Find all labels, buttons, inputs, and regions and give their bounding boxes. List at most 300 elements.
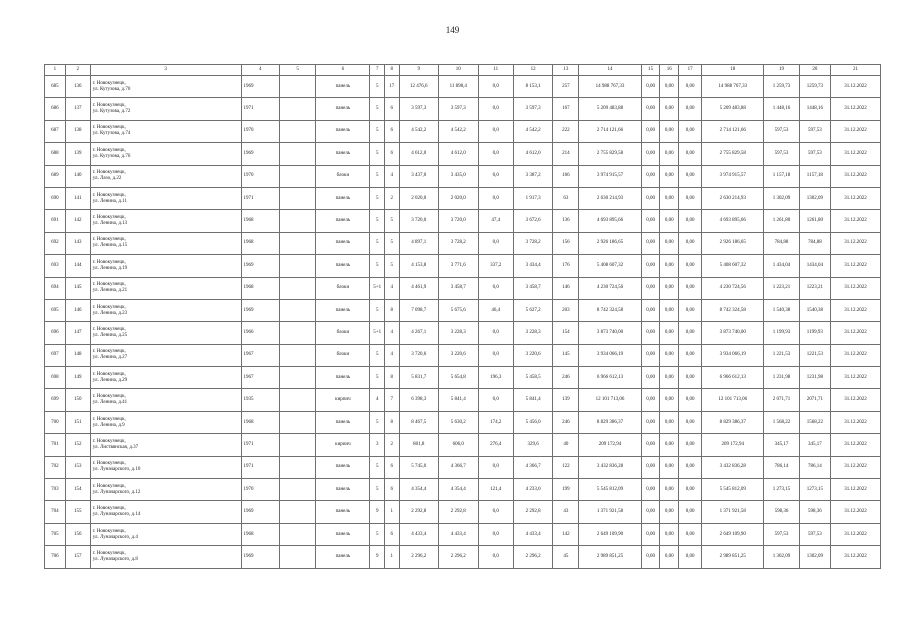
cell-a1: 4 612,0 [399,143,439,165]
cell-a4: 3 597,3 [513,98,553,120]
cell-m: 137 [65,98,90,120]
cell-mat: панель [316,299,370,321]
cell-a1: 801,8 [399,434,439,456]
cell-z1: 0,00 [641,210,660,232]
column-header: 5 [279,65,315,76]
cell-s2: 1223,21 [799,277,830,299]
address-cell [90,165,241,187]
cell-e: 5 [384,210,399,232]
cell-mat: панель [316,76,370,98]
cell-p: 246 [553,367,579,389]
cell-n: 693 [45,255,66,277]
cell-date: 31.12.2022 [830,456,880,478]
cell-a3: 0,0 [478,389,513,411]
cell-mat: панель [316,187,370,209]
cell-e: 2 [384,434,399,456]
cell-f: 4 [370,389,385,411]
cell-z2: 0,00 [660,98,679,120]
cell-e: 2 [384,187,399,209]
cell-total: 6 966 612,13 [702,367,764,389]
cell-e: 8 [384,411,399,433]
cell-a1: 3 437,0 [399,165,439,187]
column-header: 3 [90,65,241,76]
cell-total: 2 714 121,66 [702,120,764,142]
cell-z1: 0,00 [641,501,660,523]
cell-a3: 0,0 [478,143,513,165]
address-street: ул. Ленина, д.25 [92,332,128,338]
column-header: 4 [241,65,279,76]
cell-s1: 597,53 [764,523,799,545]
cell-total: 12 101 713,06 [702,389,764,411]
cell-year: 1971 [241,98,279,120]
address-street: ул. Ленина, д.11 [92,198,127,204]
cell-date: 31.12.2022 [830,277,880,299]
cell-m: 157 [65,546,90,568]
cell-n: 698 [45,367,66,389]
cell-mat: панель [316,120,370,142]
page-number: 149 [445,25,460,35]
table-row [45,187,881,209]
column-header: 6 [316,65,370,76]
cell-z2: 0,00 [660,76,679,98]
cell-year: 1968 [241,277,279,299]
address-street: ул. Ленина, д.29 [92,377,128,383]
cell-total: 3 934 066,19 [702,344,764,366]
cell-a4: 3 220,6 [513,344,553,366]
address-cell [90,187,241,209]
cell-date: 31.12.2022 [830,367,880,389]
cell-mat: панель [316,210,370,232]
cell-a4: 5 456,0 [513,411,553,433]
cell-z1: 0,00 [641,434,660,456]
cell-cost: 4 693 895,66 [579,210,641,232]
cell-z3: 0,00 [679,255,702,277]
cell-cost: 209 172,94 [579,434,641,456]
cell-a4: 8 153,1 [513,76,553,98]
cell-a1: 2 292,8 [399,501,439,523]
cell-date: 31.12.2022 [830,187,880,209]
cell-year: 1969 [241,255,279,277]
cell-z3: 0,00 [679,479,702,501]
cell-total: 8 829 386,37 [702,411,764,433]
cell-s1: 597,53 [764,143,799,165]
cell-s2: 1302,09 [799,187,830,209]
cell-z1: 0,00 [641,120,660,142]
cell-date: 31.12.2022 [830,120,880,142]
cell-m: 147 [65,322,90,344]
column-header: 16 [660,65,679,76]
cell-s1: 1 261,80 [764,210,799,232]
cell-s2: 598,36 [799,501,830,523]
cell-s1: 1 540,38 [764,299,799,321]
cell-s1: 1 231,98 [764,367,799,389]
address-city: г. Новокузнецк, [92,282,126,288]
cell-n: 703 [45,479,66,501]
address-cell [90,76,241,98]
table-row [45,367,881,389]
cell-z1: 0,00 [641,322,660,344]
cell-f: 5 [370,210,385,232]
cell-z3: 0,00 [679,120,702,142]
cell-a4: 3 387,2 [513,165,553,187]
table-row [45,344,881,366]
cell-s2: 1273,15 [799,479,830,501]
address-cell [90,389,241,411]
cell-year: 1968 [241,232,279,254]
cell-z3: 0,00 [679,389,702,411]
cell-cost: 12 101 713,06 [579,389,641,411]
address-city: г. Новокузнецк, [92,394,126,400]
cell-year: 1969 [241,501,279,523]
address-cell [90,546,241,568]
cell-p: 167 [553,98,579,120]
cell-z2: 0,00 [660,120,679,142]
address-cell [90,120,241,142]
cell-n: 702 [45,456,66,478]
cell-a2: 3 228,3 [439,322,479,344]
cell-a3: 0,0 [478,501,513,523]
cell-s2: 1540,38 [799,299,830,321]
cell-a3: 46,4 [478,299,513,321]
address-street: ул. Ленина, д.23 [92,310,128,316]
cell-f: 5 [370,299,385,321]
cell-a2: 3 771,6 [439,255,479,277]
cell-a3: 0,0 [478,322,513,344]
cell-e: 8 [384,299,399,321]
cell-cost: 3 873 740,00 [579,322,641,344]
cell-a4: 3 458,7 [513,277,553,299]
cell-mat: панель [316,501,370,523]
cell-s2: 597,53 [799,120,830,142]
address-street: ул. Кутузова, д.74 [92,131,131,137]
cell-s1: 1 259,73 [764,76,799,98]
cell-s1: 1 302,09 [764,187,799,209]
cell-mat: кирпич [316,434,370,456]
cell-year: 1970 [241,120,279,142]
cell-a4: 1 917,3 [513,187,553,209]
cell-s1: 1 448,16 [764,98,799,120]
cell-s2: 1231,98 [799,367,830,389]
cell-s1: 1 273,15 [764,479,799,501]
cell-f: 5 [370,232,385,254]
cell-z2: 0,00 [660,165,679,187]
cell-cost: 3 934 066,19 [579,344,641,366]
column-header: 7 [370,65,385,76]
address-cell [90,479,241,501]
address-street: ул. Ленина, д.9 [92,422,125,428]
cell-z3: 0,00 [679,187,702,209]
cell-p: 222 [553,120,579,142]
address-street: ул. Луначарского, д.8 [92,556,138,562]
cell-z1: 0,00 [641,389,660,411]
cell-z1: 0,00 [641,411,660,433]
cell-mat: блоки [316,165,370,187]
cell-year: 1971 [241,434,279,456]
cell-date: 31.12.2022 [830,411,880,433]
cell-mat: блоки [316,344,370,366]
cell-s1: 2 071,71 [764,389,799,411]
cell-e: 6 [384,143,399,165]
cell-a4: 5 841,4 [513,389,553,411]
cell-total: 5 209 483,88 [702,98,764,120]
cell-cost: 5 209 483,88 [579,98,641,120]
cell-s2: 784,88 [799,232,830,254]
cell-date: 31.12.2022 [830,389,880,411]
cell-mat: панель [316,232,370,254]
cell-a2: 2 296,2 [439,546,479,568]
cell-c5 [279,232,315,254]
table-row [45,322,881,344]
cell-a1: 4 433,4 [399,523,439,545]
cell-m: 149 [65,367,90,389]
cell-n: 695 [45,299,66,321]
cell-date: 31.12.2022 [830,232,880,254]
table-row [45,299,881,321]
address-cell [90,255,241,277]
cell-a2: 4 366,7 [439,456,479,478]
cell-a1: 4 267,1 [399,322,439,344]
cell-a1: 5 831,7 [399,367,439,389]
cell-year: 1971 [241,187,279,209]
cell-p: 146 [553,277,579,299]
cell-date: 31.12.2022 [830,299,880,321]
cell-p: 156 [553,232,579,254]
cell-z1: 0,00 [641,98,660,120]
column-header: 8 [384,65,399,76]
cell-s2: 1261,80 [799,210,830,232]
column-header: 2 [65,65,90,76]
cell-year: 1935 [241,389,279,411]
cell-a2: 3 720,0 [439,210,479,232]
cell-z2: 0,00 [660,501,679,523]
cell-n: 691 [45,210,66,232]
cell-z2: 0,00 [660,479,679,501]
cell-a4: 3 434,4 [513,255,553,277]
table-row [45,434,881,456]
cell-e: 5 [384,232,399,254]
cell-e: 1 [384,501,399,523]
cell-z3: 0,00 [679,456,702,478]
cell-mat: панель [316,411,370,433]
cell-a3: 174,2 [478,411,513,433]
cell-year: 1966 [241,322,279,344]
cell-total: 1 371 921,58 [702,501,764,523]
cell-cost: 2 649 109,90 [579,523,641,545]
table-row [45,255,881,277]
cell-s1: 1 157,18 [764,165,799,187]
cell-p: 176 [553,255,579,277]
cell-c5 [279,165,315,187]
cell-z3: 0,00 [679,367,702,389]
cell-z1: 0,00 [641,165,660,187]
cell-p: 214 [553,143,579,165]
cell-n: 690 [45,187,66,209]
cell-a4: 4 433,4 [513,523,553,545]
cell-year: 1970 [241,165,279,187]
cell-s2: 1448,16 [799,98,830,120]
cell-c5 [279,322,315,344]
column-header: 20 [799,65,830,76]
cell-s1: 598,36 [764,501,799,523]
cell-m: 151 [65,411,90,433]
cell-total: 209 172,94 [702,434,764,456]
cell-c5 [279,277,315,299]
cell-c5 [279,546,315,568]
cell-z2: 0,00 [660,367,679,389]
table-row [45,411,881,433]
column-header: 18 [702,65,764,76]
cell-a3: 0,0 [478,187,513,209]
cell-c5 [279,143,315,165]
address-city: г. Новокузнецк, [92,304,126,310]
address-city: г. Новокузнецк, [92,326,126,332]
cell-c5 [279,367,315,389]
cell-total: 3 873 740,00 [702,322,764,344]
cell-e: 6 [384,98,399,120]
cell-a2: 5 841,4 [439,389,479,411]
cell-p: 257 [553,76,579,98]
cell-s2: 1434,04 [799,255,830,277]
cell-a1: 4 897,1 [399,232,439,254]
cell-n: 689 [45,165,66,187]
column-header: 15 [641,65,660,76]
cell-cost: 3 974 915,57 [579,165,641,187]
cell-n: 696 [45,322,66,344]
cell-z3: 0,00 [679,411,702,433]
cell-f: 5 [370,411,385,433]
cell-a1: 7 098,7 [399,299,439,321]
cell-z3: 0,00 [679,501,702,523]
cell-total: 2 926 186,65 [702,232,764,254]
cell-cost: 6 966 612,13 [579,367,641,389]
cell-date: 31.12.2022 [830,322,880,344]
cell-a3: 121,4 [478,479,513,501]
cell-f: 5 [370,255,385,277]
cell-e: 8 [384,367,399,389]
cell-a1: 8 467,5 [399,411,439,433]
cell-cost: 2 755 829,58 [579,143,641,165]
cell-p: 154 [553,322,579,344]
table-row [45,546,881,568]
address-cell [90,501,241,523]
cell-year: 1969 [241,143,279,165]
address-city: г. Новокузнецк, [92,349,126,355]
cell-c5 [279,98,315,120]
column-header: 17 [679,65,702,76]
cell-n: 697 [45,344,66,366]
table-row [45,165,881,187]
cell-a2: 4 612,0 [439,143,479,165]
address-cell [90,277,241,299]
table-row [45,232,881,254]
table-row [45,501,881,523]
cell-mat: блоки [316,322,370,344]
cell-m: 145 [65,277,90,299]
cell-z3: 0,00 [679,299,702,321]
address-city: г. Новокузнецк, [92,461,126,467]
cell-a4: 5 458,5 [513,367,553,389]
cell-a2: 3 435,0 [439,165,479,187]
address-city: г. Новокузнецк, [92,192,126,198]
cell-total: 3 974 915,57 [702,165,764,187]
address-cell [90,411,241,433]
address-street: ул. Кутузова, д.76 [92,153,131,159]
address-city: г. Новокузнецк, [92,125,126,131]
cell-a4: 3 228,3 [513,322,553,344]
address-city: г. Новокузнецк, [92,528,126,534]
address-cell [90,434,241,456]
cell-e: 4 [384,344,399,366]
cell-a4: 4 233,0 [513,479,553,501]
cell-n: 701 [45,434,66,456]
cell-c5 [279,76,315,98]
cell-z1: 0,00 [641,523,660,545]
cell-s2: 1221,53 [799,344,830,366]
cell-date: 31.12.2022 [830,98,880,120]
cell-total: 2 630 214,93 [702,187,764,209]
cell-e: 4 [384,165,399,187]
cell-year: 1967 [241,367,279,389]
cell-z1: 0,00 [641,187,660,209]
cell-n: 688 [45,143,66,165]
cell-z2: 0,00 [660,277,679,299]
cell-z1: 0,00 [641,546,660,568]
cell-year: 1968 [241,210,279,232]
housing-register-table [44,64,881,569]
cell-a1: 4 354,4 [399,479,439,501]
cell-s2: 597,53 [799,143,830,165]
cell-date: 31.12.2022 [830,546,880,568]
cell-a3: 47,4 [478,210,513,232]
cell-z3: 0,00 [679,344,702,366]
table-row [45,277,881,299]
cell-f: 5 [370,187,385,209]
cell-year: 1970 [241,479,279,501]
cell-n: 686 [45,98,66,120]
address-city: г. Новокузнецк, [92,147,126,153]
cell-date: 31.12.2022 [830,479,880,501]
cell-s2: 2071,71 [799,389,830,411]
cell-total: 2 989 851,25 [702,546,764,568]
cell-f: 3 [370,434,385,456]
cell-s2: 1568,22 [799,411,830,433]
address-city: г. Новокузнецк, [92,170,126,176]
cell-mat: панель [316,98,370,120]
column-header: 14 [579,65,641,76]
column-header: 9 [399,65,439,76]
cell-n: 692 [45,232,66,254]
cell-s1: 1 223,21 [764,277,799,299]
table-row [45,456,881,478]
cell-p: 45 [553,546,579,568]
cell-cost: 5 545 812,09 [579,479,641,501]
cell-mat: панель [316,456,370,478]
cell-cost: 8 742 324,58 [579,299,641,321]
cell-a1: 5 745,0 [399,456,439,478]
cell-a4: 4 612,0 [513,143,553,165]
cell-cost: 4 230 724,56 [579,277,641,299]
cell-n: 700 [45,411,66,433]
cell-a1: 4 461,9 [399,277,439,299]
address-city: г. Новокузнецк, [92,371,126,377]
cell-n: 687 [45,120,66,142]
cell-mat: панель [316,255,370,277]
cell-a3: 337,2 [478,255,513,277]
cell-s1: 1 568,22 [764,411,799,433]
cell-s1: 597,53 [764,120,799,142]
cell-m: 144 [65,255,90,277]
address-cell [90,322,241,344]
